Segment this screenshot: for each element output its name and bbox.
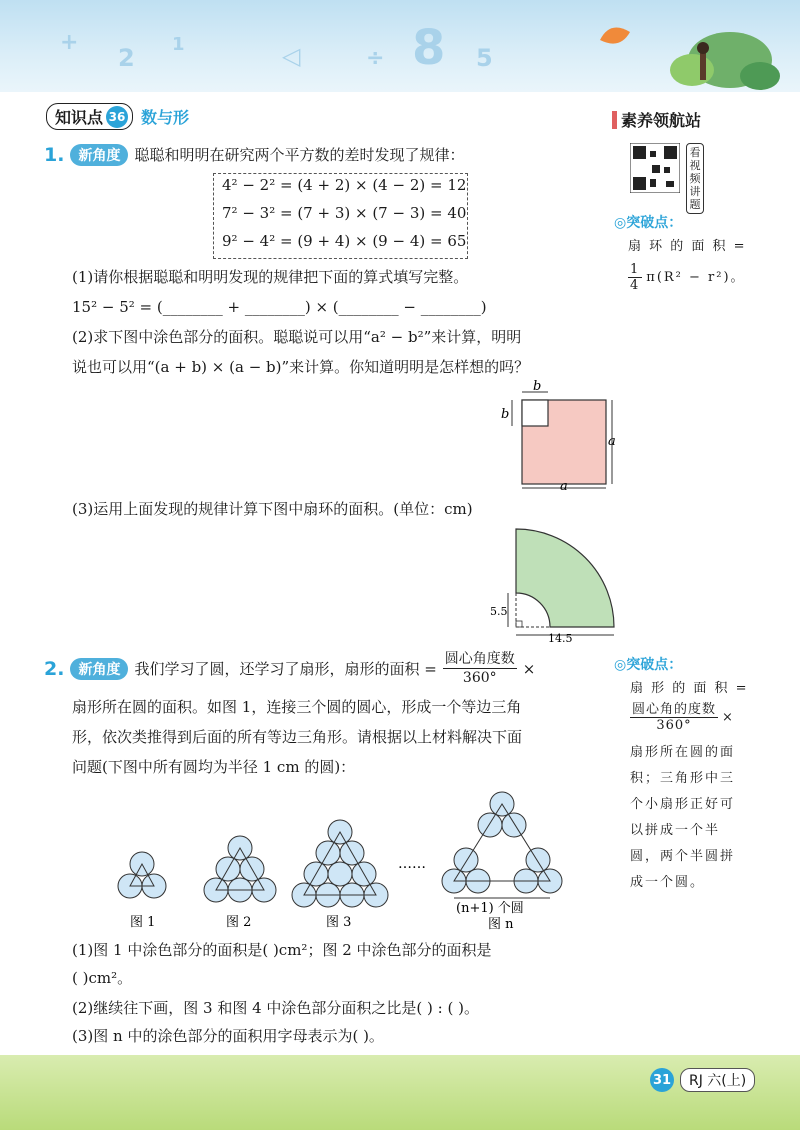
small-square xyxy=(522,400,548,426)
q2-sub1-line-b[interactable]: ( )cm²。 xyxy=(72,969,133,987)
tip-2-line: 扇形所在圆的面 xyxy=(630,745,736,760)
header-banner xyxy=(0,0,800,92)
label-b-top: b xyxy=(533,380,542,394)
question-number: 1. xyxy=(44,144,65,166)
title-bar-icon xyxy=(612,111,617,129)
equation-line: 7² − 3² = (7 + 3) × (7 − 3) = 40 xyxy=(222,204,467,222)
subquestion-2-line-b: 说也可以用“(a + b) × (a − b)”来计算。你知道明明是怎样想的吗？ xyxy=(72,358,530,376)
page-number: 31 xyxy=(650,1068,674,1092)
tip-2-line: 成一个圆。 xyxy=(630,875,706,890)
tip-2-line: 以拼成一个半 xyxy=(630,823,721,838)
sector-ring xyxy=(516,529,614,627)
tip-1-head: ◎突破点： xyxy=(614,215,683,231)
outer-radius-label: 14.5 xyxy=(548,632,573,643)
fig-n-label: 图 n xyxy=(488,917,514,932)
tip-2-formula xyxy=(630,702,734,733)
decor-glyph: 8 xyxy=(412,20,446,76)
qr-code-icon[interactable] xyxy=(630,143,680,193)
tip-2-line: 积；三角形中三 xyxy=(630,771,736,786)
subquestion-3: (3)运用上面发现的规律计算下图中扇环的面积。(单位：cm) xyxy=(72,500,473,518)
fraction-numerator: 圆心角的度数 xyxy=(632,702,717,717)
fraction-numerator: 1 xyxy=(630,262,641,277)
subquestion-2-line-a: (2)求下图中涂色部分的面积。聪聪说可以用“a² − b²”来计算，明明 xyxy=(72,328,522,346)
knowledge-point-header xyxy=(46,103,189,130)
page-footer xyxy=(650,1068,755,1092)
decor-glyph: ÷ xyxy=(366,46,385,71)
new-angle-badge: 新角度 xyxy=(70,144,128,166)
annulus-figure xyxy=(488,525,618,643)
label-a-right: a xyxy=(608,434,616,449)
fraction-denominator: 360° xyxy=(462,670,497,686)
square-figure xyxy=(500,380,620,492)
fraction-numerator: 圆心角度数 xyxy=(444,651,515,667)
ellipsis: …… xyxy=(398,856,426,872)
equation-box xyxy=(213,173,468,259)
label-a-bottom: a xyxy=(560,479,568,492)
qr-block xyxy=(630,143,704,214)
decor-glyph: 5 xyxy=(476,44,493,72)
fraction-denominator: 4 xyxy=(630,278,641,293)
times-sign: × xyxy=(722,709,734,725)
q2-sub3[interactable]: (3)图 n 中的涂色部分的面积用字母表示为( )。 xyxy=(72,1027,384,1045)
question-intro: 聪聪和明明在研究两个平方数的差时发现了规律： xyxy=(134,146,465,164)
decor-glyph: 1 xyxy=(172,34,185,55)
new-angle-badge: 新角度 xyxy=(70,658,128,680)
question-1-header xyxy=(44,140,464,170)
question-intro: 我们学习了圆，还学习了扇形，扇形的面积 = xyxy=(134,659,437,678)
knowledge-point-topic: 数与形 xyxy=(141,108,190,127)
knowledge-point-label: 知识点 xyxy=(55,108,104,127)
q2-line-4: 问题(下图中所有圆均为半径 1 cm 的圆)： xyxy=(72,758,356,776)
q2-sub1-line-a: (1)图 1 中涂色部分的面积是( )cm²；图 2 中涂色部分的面积是 xyxy=(72,941,492,959)
q2-sub2[interactable]: (2)继续往下画，图 3 和图 4 中涂色部分面积之比是( ) : ( )。 xyxy=(72,999,479,1017)
subquestion-1: (1)请你根据聪聪和明明发现的规律把下面的算式填写完整。 xyxy=(72,268,469,286)
n-circles-label: (n+1) 个圆 xyxy=(456,901,524,916)
tip-2-head: ◎突破点： xyxy=(614,657,683,673)
tip-2-fraction xyxy=(630,702,718,733)
question-number: 2. xyxy=(44,657,65,680)
tip-2-line: 圆，两个半圆拼 xyxy=(630,849,736,864)
fraction-denominator: 360° xyxy=(656,718,692,733)
q2-line-3: 形，依次类推得到后面的所有等边三角形。请根据以上材料解决下面 xyxy=(72,728,523,746)
triangle-circle-figures xyxy=(100,776,580,932)
sector-area-fraction xyxy=(443,650,517,687)
tip-1-fraction xyxy=(628,262,642,293)
decor-glyph: ◁ xyxy=(282,42,301,70)
answer-line-1[interactable]: 15² − 5² = (________ + ________) × (________ − ________) xyxy=(72,298,487,316)
times-sign: × xyxy=(522,659,536,678)
knowledge-point-tag xyxy=(46,103,133,130)
decor-glyph: + xyxy=(60,30,79,55)
sidebar-title-text: 素养领航站 xyxy=(621,111,702,130)
footer-banner xyxy=(0,1055,800,1130)
tip-1-formula xyxy=(628,262,746,293)
equation-line: 4² − 2² = (4 + 2) × (4 − 2) = 12 xyxy=(222,176,467,194)
inner-radius-label: 5.5 xyxy=(490,605,508,618)
fig-1-label: 图 1 xyxy=(130,915,156,930)
tip-2-line-1: 扇 形 的 面 积 = xyxy=(630,681,749,696)
question-2-header xyxy=(44,650,535,687)
plant-illustration xyxy=(580,10,780,92)
label-b-left: b xyxy=(501,407,510,422)
fig-3-label: 图 3 xyxy=(326,915,352,930)
fig-2-label: 图 2 xyxy=(226,915,252,930)
q2-line-2: 扇形所在圆的面积。如图 1，连接三个圆的圆心，形成一个等边三角 xyxy=(72,698,522,716)
sidebar-title xyxy=(612,108,701,131)
equation-line: 9² − 4² = (9 + 4) × (9 − 4) = 65 xyxy=(222,232,467,250)
tip-1-line-2: π(R² − r²)。 xyxy=(646,269,746,285)
knowledge-point-number: 36 xyxy=(106,106,128,128)
video-label[interactable]: 看视频讲题 xyxy=(686,143,704,214)
tip-1-line-1: 扇 环 的 面 积 = xyxy=(628,239,747,254)
tip-2-line: 个小扇形正好可 xyxy=(630,797,736,812)
edition-label: RJ 六(上) xyxy=(680,1068,755,1092)
decor-glyph: 2 xyxy=(118,44,135,72)
